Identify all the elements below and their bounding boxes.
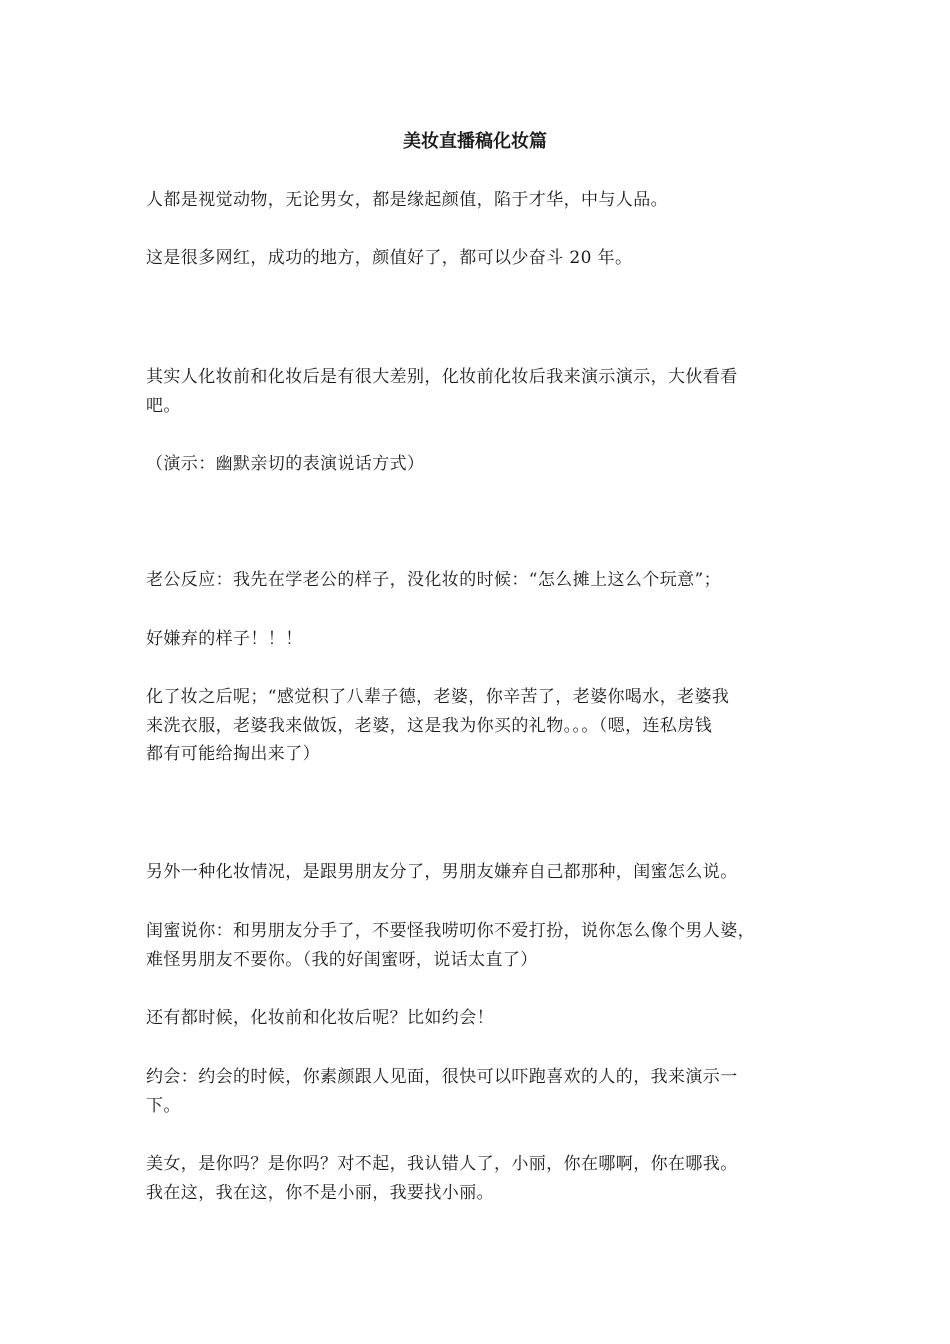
paragraph-line: 闺蜜说你：和男朋友分手了，不要怪我唠叨你不爱打扮，说你怎么像个男人婆， [146, 921, 755, 941]
paragraph-demo-note [146, 450, 806, 479]
paragraph-line: 其实人化妆前和化妆后是有很大差别，化妆前化妆后我来演示演示，大伙看看 [146, 367, 738, 387]
paragraph-husband-reaction [146, 566, 806, 595]
paragraph-before-after [146, 363, 806, 420]
paragraph-line: 还有都时候，化妆前和化妆后呢？比如约会！ [146, 1008, 494, 1028]
paragraph-line: 化了妆之后呢；“感觉积了八辈子德，老婆，你辛苦了，老婆你喝水，老婆我 [146, 687, 730, 707]
paragraph-line: 吧。 [146, 395, 181, 416]
paragraph-line: 来洗衣服，老婆我来做饭，老婆，这是我为你买的礼物。。。（嗯，连私房钱 [146, 715, 713, 736]
paragraph-line: 另外一种化妆情况，是跟男朋友分了，男朋友嫌弃自己都那种，闺蜜怎么说。 [146, 862, 738, 882]
paragraph-line: 老公反应：我先在学老公的样子，没化妆的时候：“怎么摊上这么个玩意”； [146, 570, 721, 590]
paragraph-disgust [146, 625, 806, 654]
paragraph-bestie [146, 917, 806, 974]
paragraph-after-makeup [146, 683, 806, 769]
paragraph-line: 难怪男朋友不要你。（我的好闺蜜呀，说话太直了） [146, 949, 538, 970]
paragraph-dating [146, 1063, 806, 1120]
paragraph-breakup [146, 858, 806, 887]
paragraph-visual-animals [146, 186, 806, 215]
paragraph-line: 都有可能给掏出来了） [146, 744, 320, 764]
paragraph-line: 下。 [146, 1095, 181, 1116]
paragraph-line: 这是很多网红，成功的地方，颜值好了，都可以少奋斗 20 年。 [146, 248, 633, 268]
paragraph-line: 我在这，我在这，你不是小丽，我要找小丽。 [146, 1182, 494, 1203]
document-title: 美妆直播稿化妆篇 [403, 131, 547, 152]
paragraph-line: 好嫌弃的样子！！！ [146, 629, 303, 649]
paragraph-dating-intro [146, 1004, 806, 1033]
paragraph-line: （演示：幽默亲切的表演说话方式） [146, 454, 425, 474]
paragraph-line: 约会：约会的时候，你素颜跟人见面，很快可以吓跑喜欢的人的，我来演示一 [146, 1067, 738, 1087]
paragraph-line: 人都是视觉动物，无论男女，都是缘起颜值，陷于才华，中与人品。 [146, 190, 668, 210]
paragraph-influencers [146, 244, 806, 273]
paragraph-line: 美女，是你吗？是你吗？对不起，我认错人了，小丽，你在哪啊，你在哪我。 [146, 1154, 738, 1174]
paragraph-xiaoli [146, 1150, 806, 1207]
